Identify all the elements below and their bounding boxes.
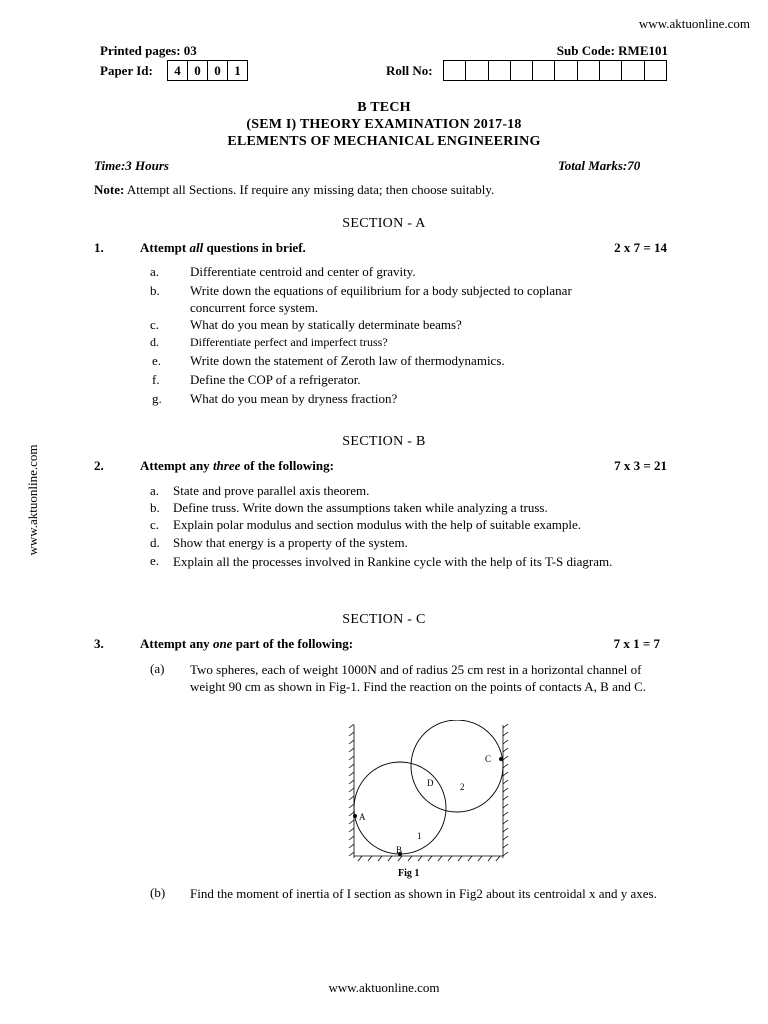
total-marks: Total Marks:70: [558, 158, 641, 173]
contact-point-c: [499, 757, 503, 761]
title-line-1: B TECH: [357, 100, 411, 115]
item-text: Differentiate perfect and imperfect truss?: [190, 335, 388, 349]
note-text: Attempt all Sections. If require any missing data; then choose suitably.: [124, 182, 495, 197]
label-b: B: [396, 845, 403, 855]
item-text: Differentiate centroid and center of gravity.: [190, 264, 416, 279]
roll-no-box[interactable]: [489, 61, 511, 80]
roll-no-box[interactable]: [622, 61, 644, 80]
paper-id-boxes: [167, 60, 248, 81]
paper-id-digit: 1: [234, 63, 241, 78]
question-instruction: Attempt any three of the following:: [140, 458, 334, 473]
note-label: Note:: [94, 182, 125, 197]
question-marks: 7 x 3 = 21: [614, 458, 667, 473]
site-url-bottom[interactable]: www.aktuonline.com: [328, 980, 440, 995]
item-label: d.: [150, 335, 159, 349]
label-sphere-2: 2: [460, 782, 465, 792]
paper-id-digit: 4: [168, 61, 188, 80]
side-watermark: www.aktuonline.com: [25, 444, 40, 556]
item-label: a.: [150, 264, 160, 279]
paper-id-label: Paper Id:: [100, 63, 153, 78]
question-number: 2.: [94, 458, 104, 473]
item-text: Define the COP of a refrigerator.: [190, 372, 361, 387]
item-label: b.: [150, 500, 160, 515]
roll-no-box[interactable]: [444, 61, 466, 80]
roll-no-box[interactable]: [466, 61, 488, 80]
item-text: Write down the equations of equilibrium for a body subjected to coplanar: [190, 283, 572, 298]
item-text: What do you mean by dryness fraction?: [190, 391, 398, 406]
item-label: a.: [150, 483, 160, 498]
question-number: 1.: [94, 240, 104, 255]
section-a-heading: SECTION - A: [342, 216, 426, 231]
paper-id-digit: 0: [188, 61, 208, 80]
roll-no-box[interactable]: [600, 61, 622, 80]
title-line-2: (SEM I) THEORY EXAMINATION 2017-18: [246, 117, 522, 132]
item-text: State and prove parallel axis theorem.: [173, 483, 370, 498]
sphere-2: [411, 720, 503, 812]
roll-no-box[interactable]: [578, 61, 600, 80]
figure-1-diagram: [340, 720, 520, 880]
section-b-heading: SECTION - B: [342, 434, 426, 449]
item-text: Find the moment of inertia of I section as shown in Fig2 about its centroidal x and y axes.: [190, 886, 657, 901]
question-instruction: Attempt any one part of the following:: [140, 636, 354, 651]
question-marks: 7 x 1 = 7: [613, 636, 660, 651]
item-text: Two spheres, each of weight 1000N and of radius 25 cm rest in a horizontal channel of weight 90 cm as shown in Fig-1. Find the reaction on the points of contacts A, B and C.: [190, 662, 647, 694]
sub-code: Sub Code: RME101: [556, 43, 668, 58]
printed-pages: Printed pages: 03: [100, 43, 197, 58]
sphere-1: [354, 762, 446, 854]
roll-no-boxes[interactable]: [443, 60, 667, 81]
section-c-heading: SECTION - C: [342, 612, 426, 627]
item-label: g.: [152, 391, 162, 406]
label-c: C: [485, 754, 492, 764]
roll-no-box[interactable]: [645, 61, 666, 80]
item-text: Explain all the processes involved in Rankine cycle with the help of its T-S diagram.: [173, 554, 613, 569]
question-instruction: Attempt all questions in brief.: [140, 240, 306, 255]
roll-no-box[interactable]: [533, 61, 555, 80]
item-label: e.: [152, 353, 162, 368]
question-number: 3.: [94, 636, 104, 651]
contact-point-a: [353, 814, 357, 818]
roll-no-box[interactable]: [511, 61, 533, 80]
item-text: concurrent force system.: [190, 300, 319, 315]
question-marks: 2 x 7 = 14: [614, 240, 667, 255]
site-url-top[interactable]: www.aktuonline.com: [638, 16, 750, 31]
item-text: Define truss. Write down the assumptions taken while analyzing a truss.: [173, 500, 548, 515]
item-label: c.: [150, 317, 160, 332]
item-text: What do you mean by statically determinate beams?: [190, 317, 462, 332]
item-label: d.: [150, 535, 160, 550]
paper-id-digit: 0: [208, 61, 228, 80]
item-label: b.: [150, 283, 160, 298]
item-label: e.: [150, 553, 160, 568]
roll-no-label: Roll No:: [386, 63, 433, 78]
label-d: D: [427, 778, 434, 788]
figure-caption: Fig 1: [398, 868, 420, 879]
item-label: (b): [150, 885, 166, 900]
label-sphere-1: 1: [417, 831, 422, 841]
item-label: c.: [150, 517, 160, 532]
item-text: Write down the statement of Zeroth law of thermodynamics.: [190, 353, 505, 368]
time-label: Time:3 Hours: [94, 158, 169, 173]
note: [94, 182, 494, 198]
item-text: Explain polar modulus and section modulus with the help of suitable example.: [173, 517, 581, 532]
title-line-3: ELEMENTS OF MECHANICAL ENGINEERING: [227, 134, 541, 149]
label-a: A: [359, 812, 366, 822]
item-label: f.: [152, 372, 160, 387]
item-label: (a): [150, 661, 165, 676]
roll-no-box[interactable]: [555, 61, 577, 80]
item-text: Show that energy is a property of the system.: [173, 535, 408, 550]
